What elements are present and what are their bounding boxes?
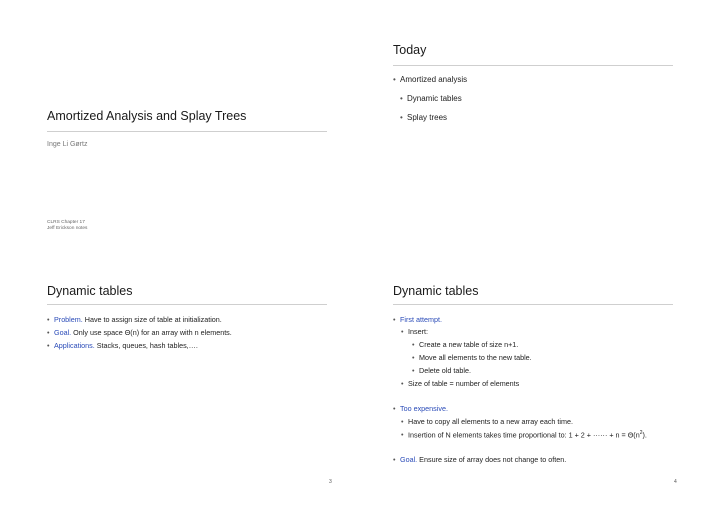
slide4-expensive-1: • Have to copy all elements to a new array each time. — [401, 417, 573, 426]
slide2-title: Today — [393, 43, 427, 57]
slide4-step-2: • Move all elements to the new table. — [412, 353, 532, 362]
slide4-insert: • Insert: — [401, 327, 428, 336]
bullet-icon: • — [401, 417, 404, 426]
bullet-icon: • — [400, 94, 403, 103]
slide2-item-3: • Splay trees — [400, 113, 448, 122]
slide-today — [368, 20, 708, 260]
bullet-icon: • — [412, 340, 415, 349]
slide4-too-expensive: • Too expensive. — [393, 404, 448, 413]
slide4-page-number: 4 — [674, 479, 677, 485]
slide3-item-goal: • Goal. Only use space Θ(n) for an array with n elements. — [47, 328, 232, 337]
slide4-size-note: • Size of table = number of elements — [401, 379, 520, 388]
slide3-item-applications: • Applications. Stacks, queues, hash tables,…. — [47, 341, 198, 350]
slide1-author: Inge Li Gørtz — [47, 141, 88, 148]
bullet-icon: • — [401, 379, 404, 388]
slide4-step-1: • Create a new table of size n+1. — [412, 340, 519, 349]
slide-title — [20, 20, 360, 260]
slide-dynamic-tables-1 — [20, 265, 360, 505]
slide1-note-2: Jeff Erickson notes — [47, 226, 88, 231]
slide2-item-1: • Amortized analysis — [393, 75, 468, 84]
slide3-title: Dynamic tables — [47, 284, 133, 298]
slide2-item-2: • Dynamic tables — [400, 94, 462, 103]
slide4-expensive-2: • Insertion of N elements takes time proportional to: 1 + 2 + ······ + $n = \Theta(n^2)$. — [401, 430, 647, 440]
slide4-first-attempt: • First attempt. — [393, 315, 442, 324]
slide3-divider — [47, 304, 327, 305]
bullet-icon: • — [393, 75, 396, 84]
slide4-title: Dynamic tables — [393, 284, 479, 298]
bullet-icon: • — [393, 455, 396, 464]
slide2-divider — [393, 65, 673, 66]
slide3-page-number: 3 — [329, 479, 332, 485]
slide4-step-3: • Delete old table. — [412, 366, 471, 375]
bullet-icon: • — [401, 327, 404, 336]
bullet-icon: • — [401, 430, 404, 440]
slide1-title: Amortized Analysis and Splay Trees — [47, 109, 247, 123]
slide-dynamic-tables-2 — [368, 265, 708, 505]
bullet-icon: • — [412, 353, 415, 362]
slide3-item-problem: • Problem. Have to assign size of table at initialization. — [47, 315, 222, 324]
bullet-icon: • — [393, 404, 396, 413]
bullet-icon: • — [400, 113, 403, 122]
bullet-icon: • — [47, 328, 50, 337]
slide4-goal: • Goal. Ensure size of array does not change to often. — [393, 455, 567, 464]
slide4-divider — [393, 304, 673, 305]
bullet-icon: • — [412, 366, 415, 375]
bullet-icon: • — [47, 341, 50, 350]
slide1-note-1: CLRS Chapter 17 — [47, 220, 85, 225]
bullet-icon: • — [393, 315, 396, 324]
bullet-icon: • — [47, 315, 50, 324]
slide1-divider — [47, 131, 327, 132]
